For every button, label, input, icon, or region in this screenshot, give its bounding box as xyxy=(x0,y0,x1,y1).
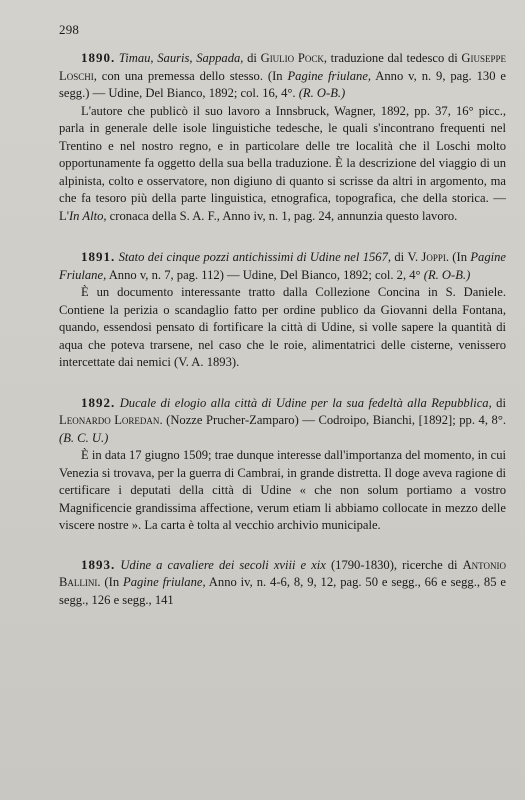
entry-text: Anno v, n. 7, pag. 112) — Udine, Del Bianco, 1892; col. 2, 4° xyxy=(106,267,424,282)
entry-translator: Giuseppe Loschi xyxy=(59,51,507,83)
entry-number: 1890. xyxy=(81,50,116,65)
entry-text: , con una premessa dello stesso. (In xyxy=(93,68,288,83)
page-number: 298 xyxy=(59,22,80,37)
entry-text: (1790-1830), ricerche di xyxy=(325,557,463,572)
entry-title: Stato dei cinque pozzi antichissimi di Udine nel 1567, xyxy=(118,250,392,264)
entry-heading xyxy=(59,49,506,103)
entry-author: Antonio Ballini xyxy=(59,557,507,589)
entry-periodical: Pagine Friulane, xyxy=(59,250,507,282)
entry-text: . (In xyxy=(445,250,471,264)
entry-text: di xyxy=(243,51,261,65)
entry-number: 1891. xyxy=(81,249,116,264)
entry-heading xyxy=(59,556,506,610)
entry-sigla: (B. C. U.) xyxy=(59,430,109,445)
bibliography-entry-1893 xyxy=(59,556,506,610)
entry-text: Anno iv, n. 4-6, 8, 9, 12, pag. 50 e segg., 66 e segg., 85 e segg., 126 e segg., 141 xyxy=(59,575,506,607)
entry-body: È un documento interessante tratto dalla Collezione Concina in S. Daniele. Contiene la perizia o scandaglio fatto per ordine publico da Giovanni della Fontana, quando, essendosi pensato di fortificare la città di Udine, si volle sapere la quantità di aqua che poteva trarsene, nel caso che le roie, alimentatrici delle cisterne, venissero intercettate dai nemici (V. A. 1893). xyxy=(59,285,506,369)
entry-author: Leonardo Loredan xyxy=(59,413,160,427)
entry-heading xyxy=(59,394,506,448)
entry-text: . (In xyxy=(97,575,124,589)
entry-author: Giulio Pock xyxy=(260,51,324,65)
entry-number: 1892. xyxy=(81,394,116,410)
entry-number: 1893. xyxy=(81,556,116,572)
entry-body xyxy=(59,103,506,226)
entry-periodical: Pagine friulane, xyxy=(123,575,206,589)
entry-cited-periodical: In Alto, xyxy=(68,208,107,223)
bibliography-entry-1890 xyxy=(59,49,506,225)
entry-text: . (Nozze Prucher-Zamparo) — Codroipo, Bianchi, [1892]; pp. 4, 8°. xyxy=(159,413,507,427)
entry-text: di xyxy=(491,395,506,410)
entry-text: cronaca della S. A. F., Anno iv, n. 1, pag. 24, annunzia questo lavoro. xyxy=(106,208,458,223)
bibliography-entry-1891 xyxy=(59,248,506,372)
bibliography-entries xyxy=(59,49,506,609)
entry-body: È in data 17 giugno 1509; trae dunque interesse dall'importanza del momento, in cui Venezia si trovava, per la guerra di Cambrai, in grande distretta. Il doge aveva ragione di certificare i deputati della città di Udine « che non solum portiamo a vostro Magnificencie grandissima affectione, verum etiam li abbiamo collocate in mezzo delle viscere nostre ». La carta è tolta al vecchio archivio municipale. xyxy=(59,448,506,532)
entry-text: , traduzione dal tedesco di xyxy=(323,51,462,65)
entry-text: di xyxy=(391,250,408,264)
bibliography-entry-1892 xyxy=(59,394,506,535)
entry-text: L'autore che publicò il suo lavoro a Innsbruck, Wagner, 1892, pp. 37, 16° picc., parla in generale delle isole linguistiche tedesche, le quali s'incontrano frequenti nel Trentino e nel nostro regno, e in particolare delle tre località che il Loschi molto opportunamente fa oggetto della sua bella traduzione. È la descrizione del viaggio di un alpinista, colto e osservatore, non digiuno di quanto si scrisse da altri in argomento, ma che fa tesoro più della parte linguistica, etnografica, topografica, che della storica. — L' xyxy=(59,103,506,223)
entry-periodical: Pagine friulane, xyxy=(287,68,372,83)
entry-sigla: (R. O-B.) xyxy=(298,86,346,100)
entry-text: Anno v, n. 9, pag. 130 e segg.) — Udine, Del Bianco, 1892; col. 16, 4°. xyxy=(59,68,506,100)
entry-title: Udine a cavaliere dei secoli xviii e xix xyxy=(120,557,326,572)
entry-title: Ducale di elogio alla città di Udine per la sua fedeltà alla Repubblica, xyxy=(119,395,492,410)
entry-heading xyxy=(59,248,506,284)
entry-author: V. Joppi xyxy=(407,250,446,264)
entry-sigla: (R. O-B.) xyxy=(423,267,471,282)
entry-title: Timau, Sauris, Sappada, xyxy=(118,51,244,65)
